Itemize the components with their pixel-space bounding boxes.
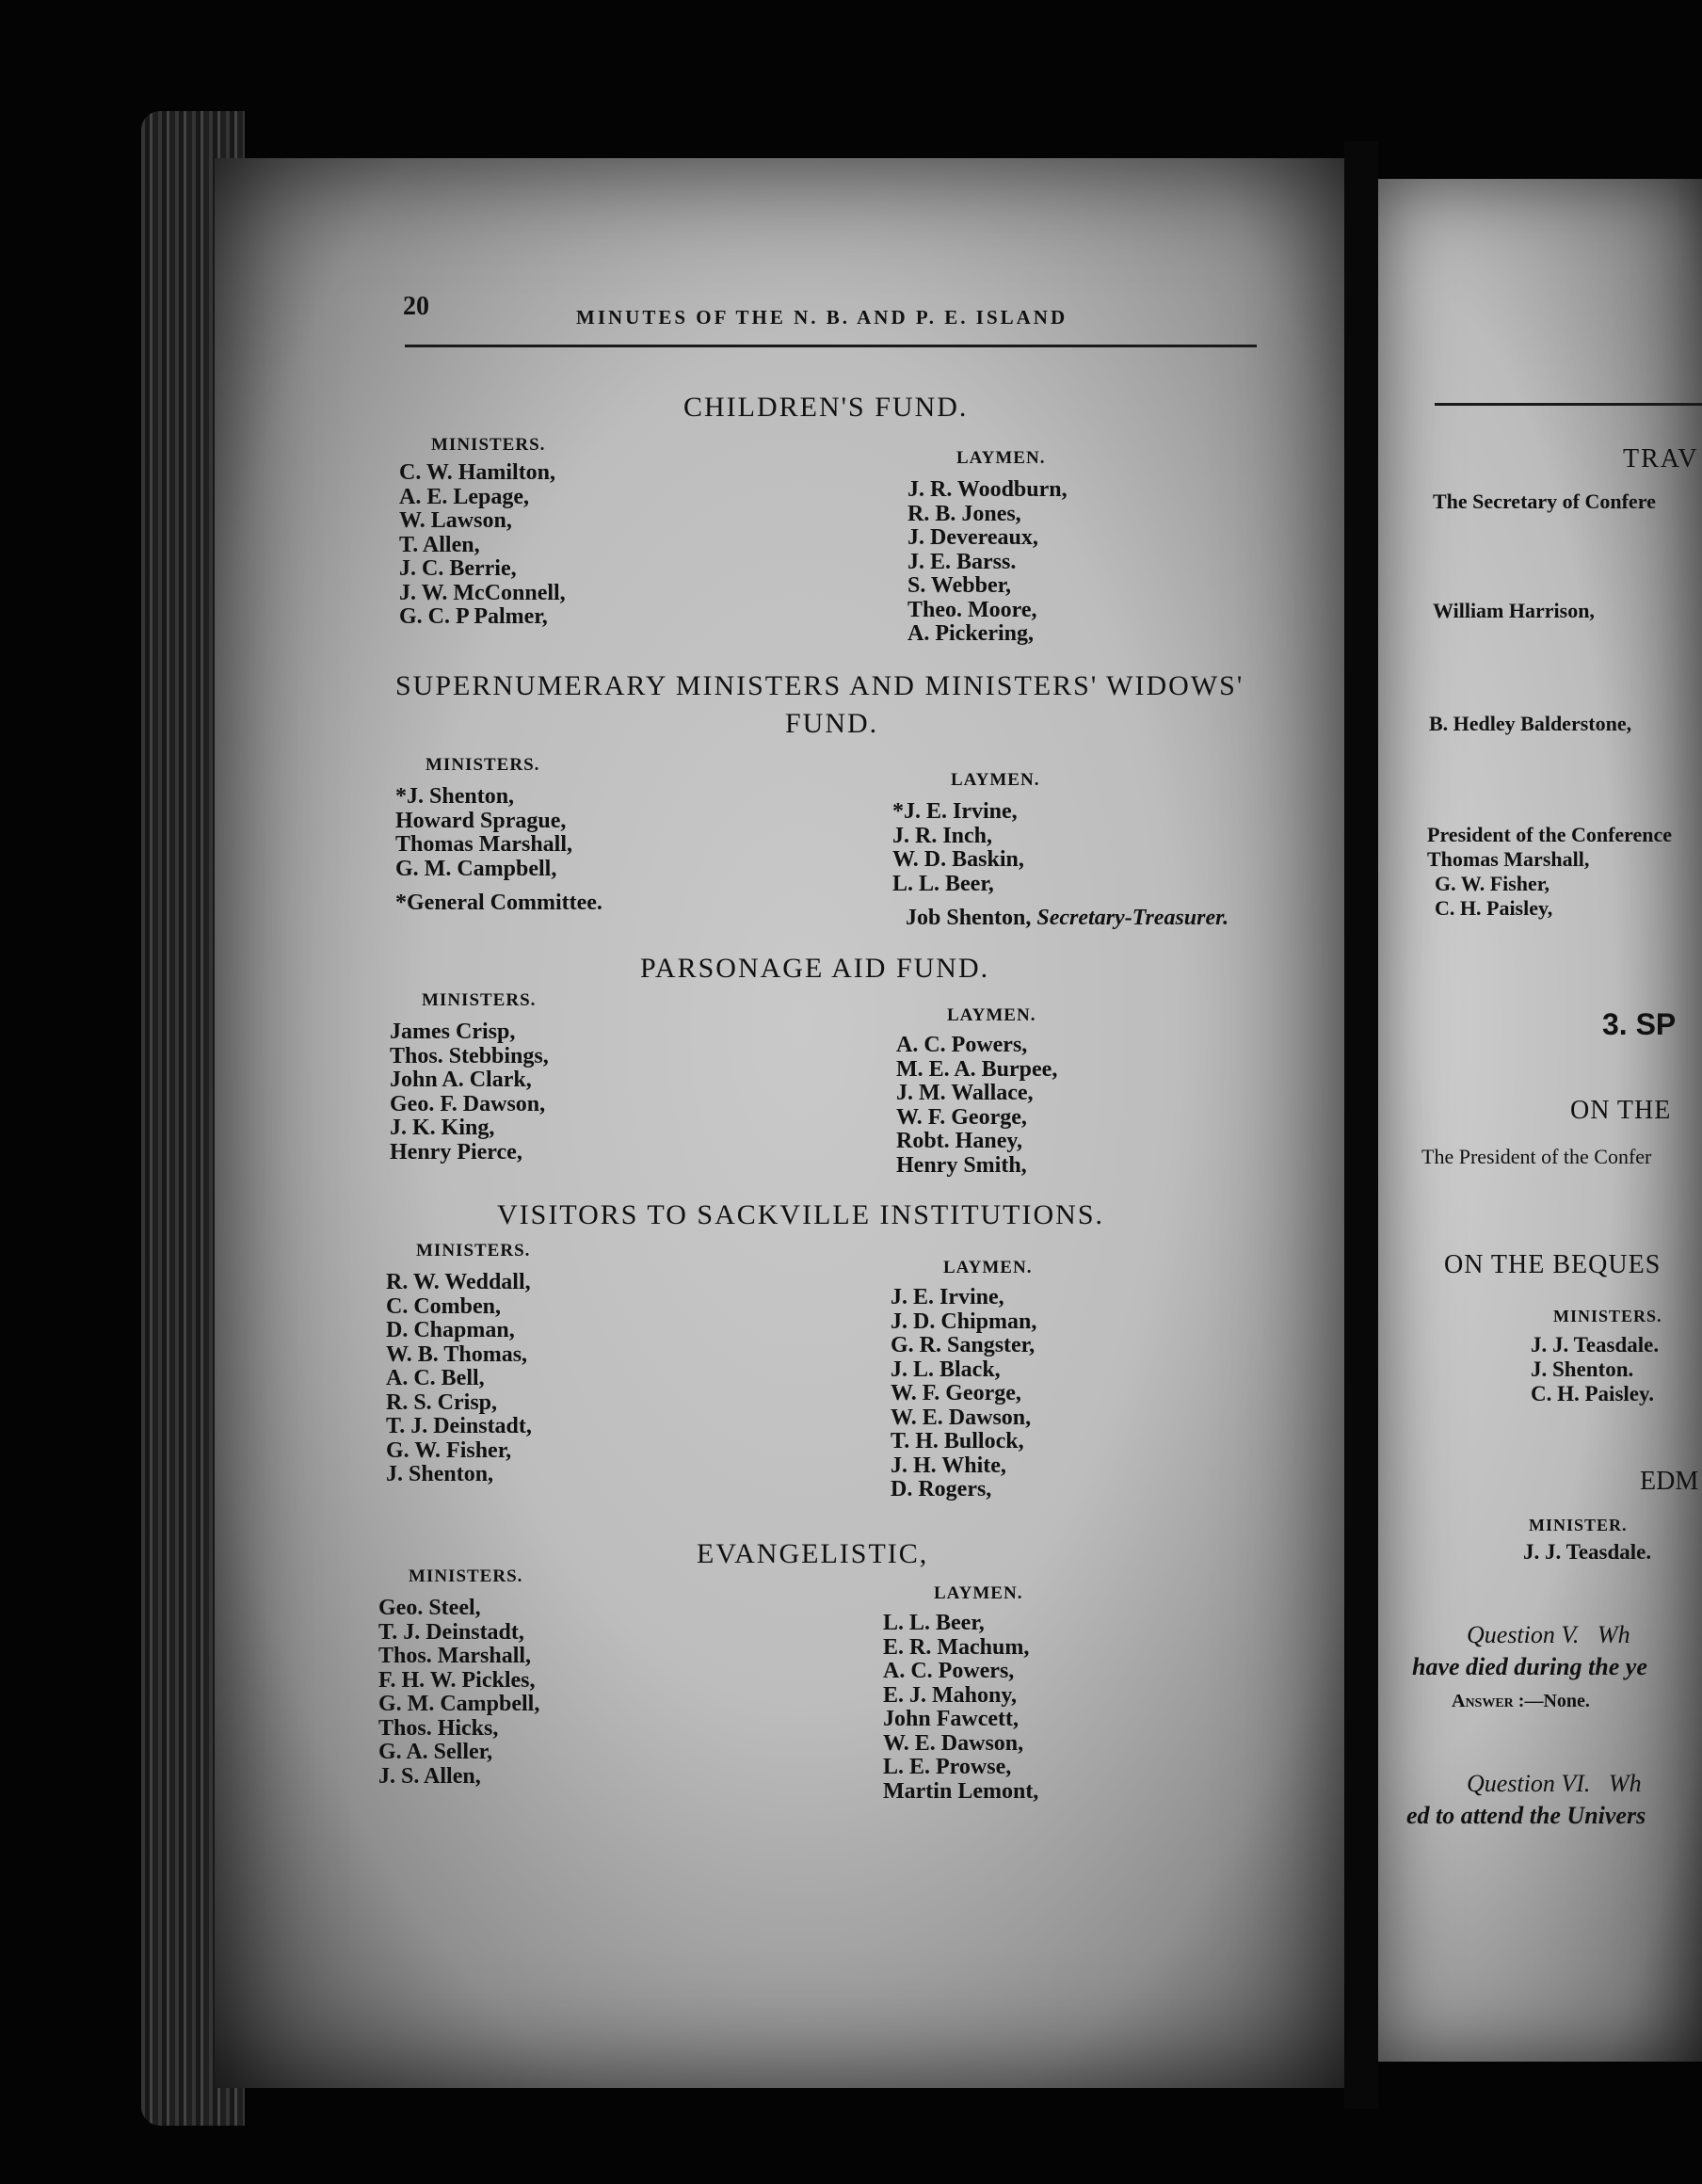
section-title-supernumerary-line2: FUND.: [785, 708, 879, 739]
ministers-label: MINISTERS.: [409, 1566, 523, 1586]
question-vi: [1467, 1770, 1642, 1798]
ministers-label: MINISTERS.: [422, 990, 537, 1010]
minister-name: James Crisp,: [390, 1020, 516, 1044]
layman-name: Martin Lemont,: [883, 1778, 1039, 1804]
minister-name: Thos. Marshall,: [378, 1644, 532, 1668]
minister-name: T. Allen,: [399, 532, 480, 557]
ministers-list: [399, 461, 566, 630]
layman-name: S. Webber,: [907, 573, 1012, 598]
question-vi-rest: Wh: [1608, 1770, 1642, 1797]
right-bequest-heading: ON THE BEQUES: [1444, 1250, 1662, 1279]
right-ministers-label: MINISTERS.: [1553, 1307, 1662, 1325]
laymen-list: [883, 1612, 1038, 1804]
layman-name: W. D. Baskin,: [892, 847, 1024, 872]
layman-name: R. B. Jones,: [907, 501, 1021, 526]
layman-name: A. C. Powers,: [896, 1033, 1028, 1057]
layman-name: J. Devereaux,: [907, 525, 1038, 550]
section-title-supernumerary-line1: SUPERNUMERARY MINISTERS AND MINISTERS' WIDOWS': [395, 670, 1244, 701]
layman-name: L. L. Beer,: [892, 871, 994, 896]
right-teasdale-2: J. J. Teasdale.: [1523, 1540, 1652, 1564]
layman-name: John Fawcett,: [883, 1707, 1019, 1731]
minister-name: Howard Sprague,: [395, 808, 567, 833]
right-president-conf: The President of the Confer: [1421, 1145, 1652, 1168]
right-thomas-marshall: Thomas Marshall,: [1427, 847, 1590, 871]
secretary-line: [906, 906, 1228, 931]
right-header-rule: [1435, 403, 1702, 406]
minister-name: C. Comben,: [386, 1293, 502, 1319]
laymen-label: LAYMEN.: [947, 1005, 1036, 1025]
laymen-label: LAYMEN.: [951, 770, 1040, 790]
question-vi-line2: ed to attend the Univers: [1406, 1802, 1646, 1829]
question-v-line2: have died during the ye: [1412, 1653, 1647, 1680]
minister-name: G. M. Campbell,: [378, 1692, 540, 1716]
layman-name: W. E. Dawson,: [883, 1730, 1024, 1756]
layman-name: Robt. Haney,: [896, 1129, 1023, 1153]
right-president-line: President of the Conference: [1427, 823, 1673, 846]
minister-name: J. Shenton,: [386, 1462, 494, 1486]
ministers-label: MINISTERS.: [416, 1241, 531, 1261]
section-title-visitors-sackville: VISITORS TO SACKVILLE INSTITUTIONS.: [497, 1199, 1105, 1230]
minister-name: Thos. Stebbings,: [390, 1043, 549, 1068]
right-edm-heading: EDM: [1640, 1467, 1699, 1496]
minister-name: J. W. McConnell,: [399, 580, 566, 605]
minister-name: R. W. Weddall,: [386, 1270, 531, 1294]
laymen-label: LAYMEN.: [934, 1583, 1023, 1603]
minister-name: Geo. F. Dawson,: [390, 1091, 546, 1116]
layman-name: L. L. Beer,: [883, 1611, 985, 1635]
secretary-name: Job Shenton,: [906, 906, 1032, 930]
right-secretary-line: The Secretary of Confere: [1433, 490, 1656, 513]
minister-name: Thomas Marshall,: [395, 832, 573, 857]
laymen-label: LAYMEN.: [943, 1258, 1033, 1277]
minister-name: John A. Clark,: [390, 1068, 532, 1092]
layman-name: G. R. Sangster,: [891, 1333, 1036, 1357]
layman-name: D. Rogers,: [891, 1477, 992, 1502]
section-title-parsonage-aid: PARSONAGE AID FUND.: [640, 953, 990, 984]
general-committee-note: *General Committee.: [395, 891, 602, 915]
minister-name: T. J. Deinstadt,: [386, 1414, 532, 1438]
secretary-title: Secretary-Treasurer.: [1036, 906, 1229, 930]
minister-name: C. W. Hamilton,: [399, 460, 556, 485]
layman-name: J. E. Barss.: [907, 549, 1017, 574]
section-title-evangelistic: EVANGELISTIC,: [697, 1538, 929, 1569]
answer-line: [1452, 1691, 1590, 1712]
question-vi-label: Question VI.: [1467, 1770, 1591, 1797]
minister-name: J. S. Allen,: [378, 1763, 481, 1789]
right-on-the-heading: ON THE: [1570, 1096, 1672, 1125]
layman-name: Henry Smith,: [896, 1152, 1027, 1178]
minister-name: Geo. Steel,: [378, 1596, 481, 1620]
right-william-harrison: William Harrison,: [1433, 599, 1595, 622]
minister-name: J. C. Berrie,: [399, 556, 517, 581]
question-v-label: Question V.: [1467, 1621, 1580, 1648]
layman-name: A. C. Powers,: [883, 1659, 1015, 1683]
answer-value: —None.: [1524, 1691, 1590, 1711]
right-page: [1378, 179, 1702, 2062]
ministers-list: [386, 1271, 532, 1487]
laymen-list: [891, 1286, 1036, 1502]
minister-name: G. W. Fisher,: [386, 1437, 512, 1463]
minister-name: Thos. Hicks,: [378, 1715, 499, 1741]
layman-name: Theo. Moore,: [907, 597, 1037, 622]
minister-name: D. Chapman,: [386, 1318, 515, 1342]
layman-name: W. E. Dawson,: [891, 1405, 1032, 1430]
ministers-list: [395, 785, 572, 881]
laymen-list: [907, 478, 1068, 647]
layman-name: W. F. George,: [891, 1381, 1021, 1405]
minister-name: G. C. P Palmer,: [399, 604, 548, 629]
minister-name: J. K. King,: [390, 1116, 495, 1140]
ministers-list: [378, 1597, 539, 1789]
layman-name: A. Pickering,: [907, 621, 1034, 646]
section-title-childrens-fund: CHILDREN'S FUND.: [683, 392, 969, 423]
right-teasdale-1: J. J. Teasdale.: [1531, 1333, 1660, 1357]
layman-name: J. D. Chipman,: [891, 1309, 1037, 1334]
right-gw-fisher: G. W. Fisher,: [1435, 872, 1550, 895]
right-section-3-heading: 3. SP: [1602, 1007, 1677, 1041]
answer-label: Answer :: [1452, 1691, 1525, 1711]
right-paisley-2: C. H. Paisley.: [1531, 1382, 1654, 1405]
right-ch-paisley: C. H. Paisley,: [1435, 896, 1553, 920]
layman-name: E. J. Mahony,: [883, 1682, 1018, 1708]
layman-name: *J. E. Irvine,: [892, 799, 1018, 824]
ministers-list: [390, 1020, 549, 1164]
layman-name: W. F. George,: [896, 1104, 1027, 1130]
layman-name: J. R. Inch,: [892, 823, 993, 848]
running-head: MINUTES OF THE N. B. AND P. E. ISLAND: [576, 306, 1068, 329]
minister-name: R. S. Crisp,: [386, 1389, 498, 1415]
right-minister-label: MINISTER.: [1529, 1516, 1628, 1534]
layman-name: J. E. Irvine,: [891, 1285, 1004, 1309]
laymen-list: [892, 800, 1024, 896]
minister-name: W. Lawson,: [399, 508, 512, 533]
minister-name: *J. Shenton,: [395, 784, 515, 809]
ministers-label: MINISTERS.: [426, 755, 540, 775]
minister-name: A. E. Lepage,: [399, 484, 529, 509]
right-hedley-balderstone: B. Hedley Balderstone,: [1429, 712, 1632, 735]
layman-name: J. M. Wallace,: [896, 1081, 1034, 1105]
minister-name: W. B. Thomas,: [386, 1341, 528, 1367]
left-page: [215, 158, 1344, 2088]
page-number: 20: [403, 292, 429, 321]
question-v: [1467, 1621, 1630, 1649]
layman-name: E. R. Machum,: [883, 1634, 1030, 1660]
question-v-rest: Wh: [1597, 1621, 1630, 1648]
layman-name: T. H. Bullock,: [891, 1429, 1024, 1453]
minister-name: F. H. W. Pickles,: [378, 1667, 536, 1693]
layman-name: M. E. A. Burpee,: [896, 1056, 1058, 1082]
layman-name: L. E. Prowse,: [883, 1755, 1012, 1779]
laymen-label: LAYMEN.: [956, 448, 1046, 468]
minister-name: T. J. Deinstadt,: [378, 1619, 524, 1645]
laymen-list: [896, 1034, 1057, 1178]
minister-name: A. C. Bell,: [386, 1366, 485, 1390]
ministers-label: MINISTERS.: [431, 435, 546, 455]
layman-name: J. L. Black,: [891, 1357, 1001, 1382]
layman-name: J. R. Woodburn,: [907, 477, 1068, 502]
book-gutter: [1344, 141, 1378, 2109]
layman-name: J. H. White,: [891, 1453, 1006, 1478]
minister-name: Henry Pierce,: [390, 1139, 522, 1164]
right-shenton: J. Shenton.: [1531, 1357, 1634, 1381]
header-rule: [405, 345, 1257, 347]
right-heading-trav: TRAV: [1623, 444, 1699, 474]
minister-name: G. A. Seller,: [378, 1740, 493, 1764]
minister-name: G. M. Campbell,: [395, 856, 557, 881]
